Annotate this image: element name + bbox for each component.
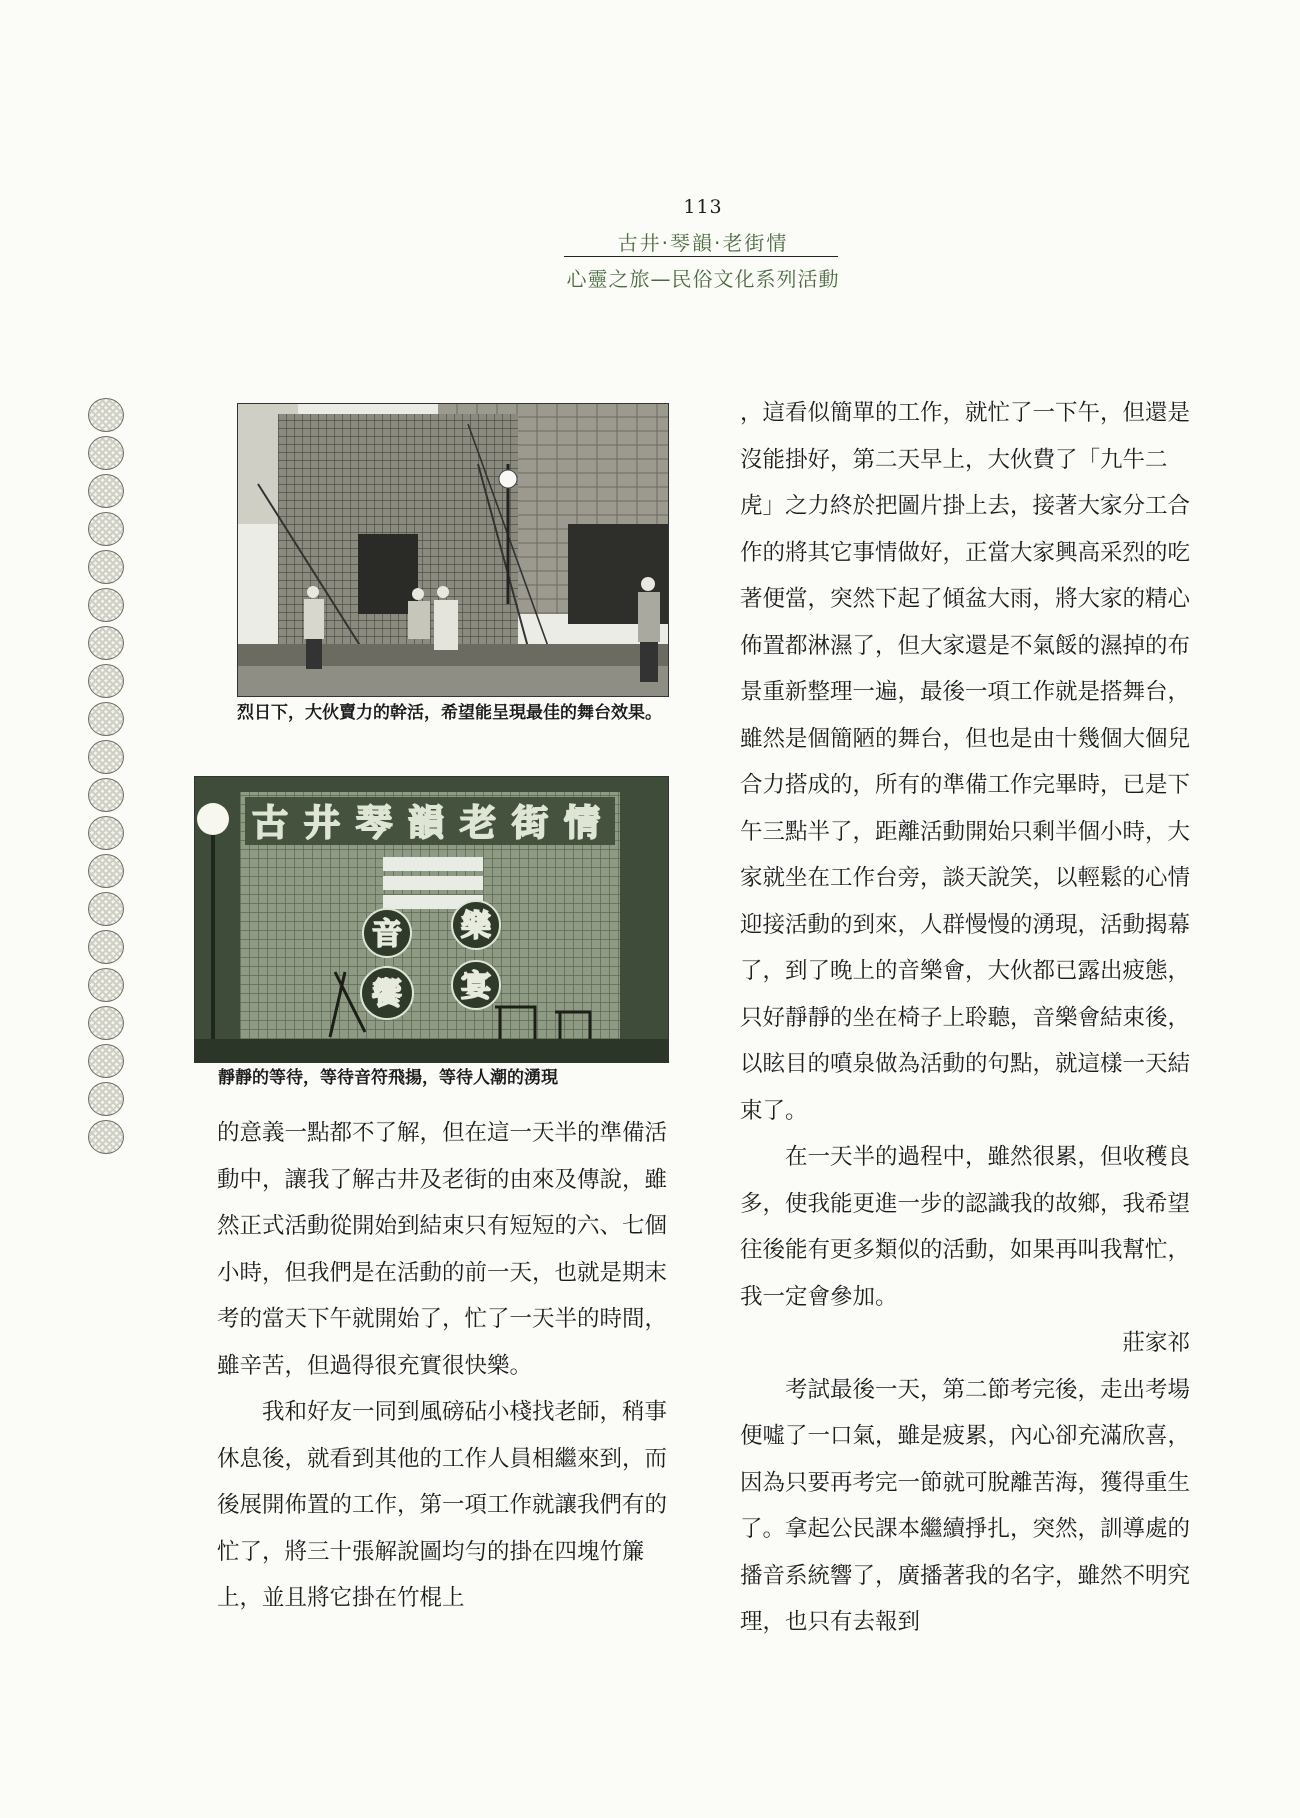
circle-char: 樂 xyxy=(461,909,491,944)
header-divider xyxy=(564,256,838,257)
ornament-icon xyxy=(88,702,124,736)
ornament-icon xyxy=(88,778,124,812)
photo-caption: 靜靜的等待，等待音符飛揚，等待人潮的湧現 xyxy=(218,1068,558,1088)
circle-char: 饗 xyxy=(372,977,402,1012)
ornament-icon xyxy=(88,1120,124,1154)
banner-char: 韻 xyxy=(407,802,445,844)
ornament-icon xyxy=(88,436,124,470)
ornament-icon xyxy=(88,1006,124,1040)
body-paragraph: 考試最後一天，第二節考完後，走出考場便噓了一口氣，雖是疲累，內心卻充滿欣喜，因為只要再考完一節就可脫離苦海，獲得重生了。拿起公民課本繼續掙扎，突然，訓導處的播音系統響了，廣播著我的名字，雖然不明究理，也只有去報到 xyxy=(740,1376,1191,1635)
photo-night-stage xyxy=(194,776,669,1063)
banner-char: 老 xyxy=(459,802,497,844)
body-paragraph: 我和好友一同到風磅砧小棧找老師，稍事休息後，就看到其他的工作人員相繼來到，而後展開佈置的工作，第一項工作就讓我們有的忙了，將三十張解說圖均勻的掛在四塊竹簾上，並且將它掛在竹棍上 xyxy=(217,1399,668,1611)
ornament-icon xyxy=(88,588,124,622)
ornament-icon xyxy=(88,892,124,926)
ornament-icon xyxy=(88,550,124,584)
banner-char: 情 xyxy=(563,802,601,844)
ornament-icon xyxy=(88,1044,124,1078)
photo-stage-construction-illustration xyxy=(238,404,668,696)
decorative-margin-ornaments xyxy=(86,398,126,1158)
ornament-icon xyxy=(88,1082,124,1116)
ornament-icon xyxy=(88,664,124,698)
running-header-title: 古井‧琴韻‧老街情 xyxy=(617,231,789,255)
ornament-icon xyxy=(88,474,124,508)
body-paragraph: 在一天半的過程中，雖然很累，但收穫良多，使我能更進一步的認識我的故鄉，我希望往後能有更多類似的活動，如果再叫我幫忙，我一定會參加。 xyxy=(740,1144,1191,1310)
banner-char: 琴 xyxy=(355,802,393,844)
banner-char: 街 xyxy=(511,802,549,844)
circle-char: 宴 xyxy=(461,969,491,1004)
running-header-subtitle: 心靈之旅—民俗文化系列活動 xyxy=(566,267,840,291)
left-text-column xyxy=(217,1110,667,1622)
ornament-icon xyxy=(88,512,124,546)
photo-night-stage-illustration xyxy=(195,777,668,1062)
ornament-icon xyxy=(88,854,124,888)
ornament-icon xyxy=(88,626,124,660)
ornament-icon xyxy=(88,398,124,432)
right-text-column xyxy=(740,390,1190,1646)
ornament-icon xyxy=(88,930,124,964)
photo-stage-construction xyxy=(237,403,669,697)
banner-char: 井 xyxy=(303,802,341,844)
body-paragraph: 的意義一點都不了解，但在這一天半的準備活動中，讓我了解古井及老街的由來及傳說，雖然正式活動從開始到結束只有短短的六、七個小時，但我們是在活動的前一天，也就是期末考的當天下午就開始了，忙了一天半的時間，雖辛苦，但過得很充實很快樂。 xyxy=(217,1120,668,1379)
ornament-icon xyxy=(88,968,124,1002)
ornament-icon xyxy=(88,740,124,774)
page-number: 113 xyxy=(683,196,723,218)
circle-char: 音 xyxy=(372,917,402,952)
banner-char: 古 xyxy=(251,802,289,844)
photo-caption: 烈日下，大伙賣力的幹活，希望能呈現最佳的舞台效果。 xyxy=(237,703,662,723)
ornament-icon xyxy=(88,816,124,850)
author-signature: 莊家祁 xyxy=(1122,1330,1190,1356)
body-paragraph: ，這看似簡單的工作，就忙了一下午，但還是沒能掛好，第二天早上，大伙費了「九牛二虎」之力終於把圖片掛上去，接著大家分工合作的將其它事情做好，正當大家興高采烈的吃著便當，突然下起了傾盆大雨，將大家的精心佈置都淋濕了，但大家還是不氣餒的濕掉的布景重新整理一遍，最後一項工作就是搭舞台，雖然是個簡陋的舞台，但也是由十幾個大個兒合力搭成的，所有的準備工作完畢時，已是下午三點半了，距離活動開始只剩半個小時，大家就坐在工作台旁，談天說笑，以輕鬆的心情迎接活動的到來，人群慢慢的湧現，活動揭幕了，到了晚上的音樂會，大伙都已露出疲態，只好靜靜的坐在椅子上聆聽，音樂會結束後，以眩目的噴泉做為活動的句點，就這樣一天結束了。 xyxy=(740,400,1191,1124)
